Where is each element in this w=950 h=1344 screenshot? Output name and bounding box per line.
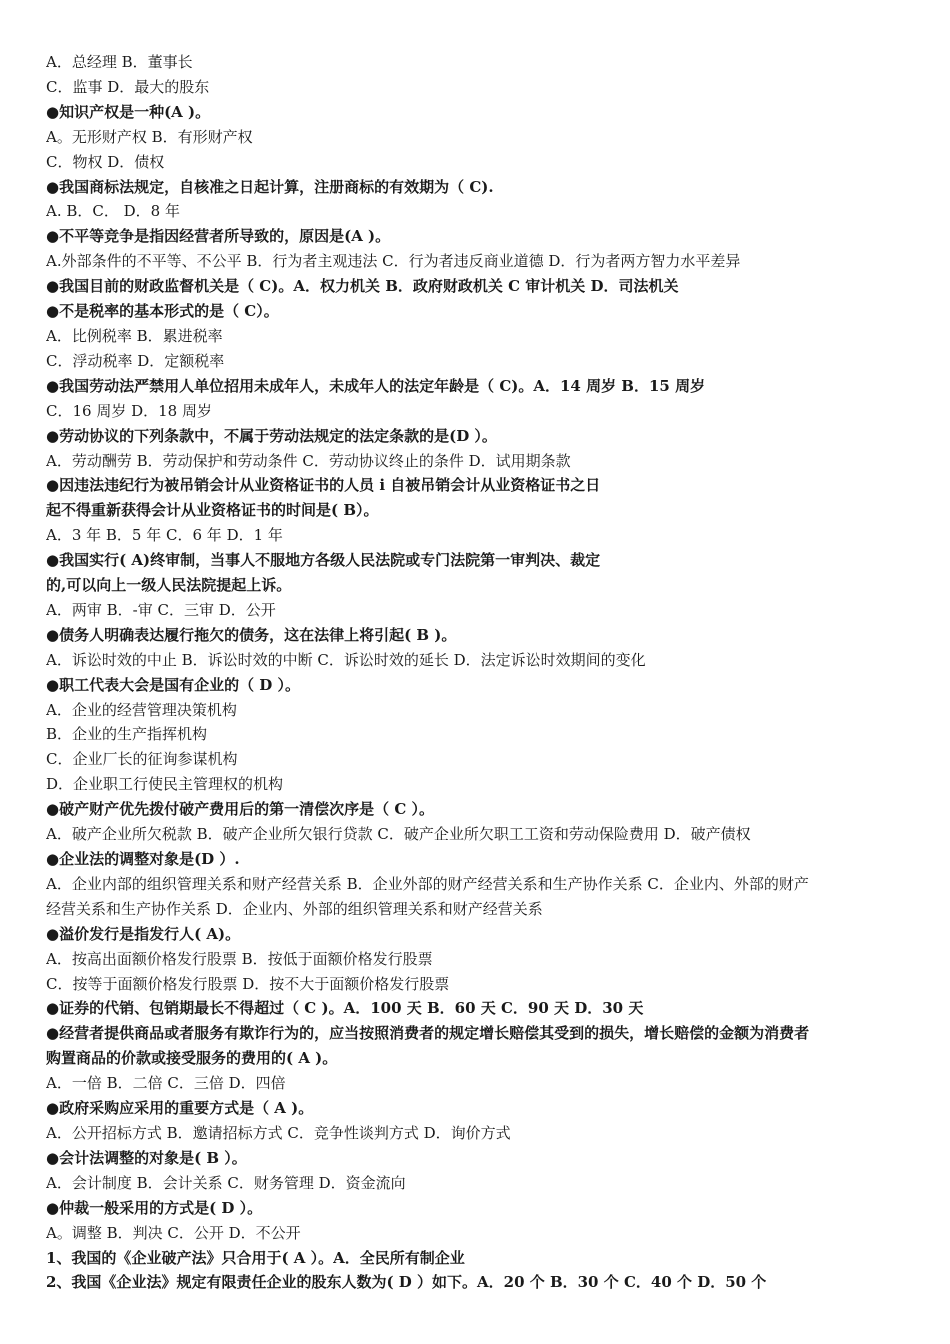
question-line: ●溢价发行是指发行人( A)。 — [46, 924, 241, 943]
question-line: ●政府采购应采用的重要方式是（ A )。 — [46, 1099, 314, 1118]
question-line: ●职工代表大会是国有企业的（ D ）。 — [46, 675, 301, 694]
question-line: ●我国目前的财政监督机关是（ C)。A．权力机关 B．政府财政机关 C 审计机关 D．司法机关 — [46, 277, 679, 296]
option-line: A．会计制度 B．会计关系 C．财务管理 D．资金流向 — [46, 1173, 406, 1192]
question-line: ●不平等竞争是指因经营者所导致的，原因是(A )。 — [46, 227, 391, 246]
option-line: C．监事 D．最大的股东 — [46, 77, 210, 96]
option-line: A．企业的经营管理决策机构 — [46, 700, 237, 719]
option-line: A．两审 B．-审 C．三审 D．公开 — [46, 600, 276, 619]
question-line: ●不是税率的基本形式的是（ C）。 — [46, 302, 279, 321]
question-line: ●经营者提供商品或者服务有欺诈行为的，应当按照消费者的规定增长赔偿其受到的损失，增长赔偿的金额为消费者 — [46, 1024, 810, 1043]
question-line: ●证券的代销、包销期最长不得超过（ C )。A．100 天 B．60 天 C．90 天 D．30 天 — [46, 999, 644, 1018]
question-line: 购置商品的价款或接受服务的费用的( A )。 — [46, 1049, 338, 1068]
question-line: ●仲裁一般采用的方式是( D ）。 — [46, 1198, 263, 1217]
option-line: A。无形财产权 B．有形财产权 — [46, 127, 253, 146]
question-line: ●因违法违纪行为被吊销会计从业资格证书的人员 i 自被吊销会计从业资格证书之日 — [46, 476, 601, 495]
option-line: A．一倍 B．二倍 C．三倍 D．四倍 — [46, 1074, 286, 1093]
option-line: A．诉讼时效的中止 B．诉讼时效的中断 C．诉讼时效的延长 D．法定诉讼时效期间的变化 — [46, 650, 646, 669]
question-line: ●破产财产优先拨付破产费用后的第一清偿次序是（ C ）。 — [46, 800, 434, 819]
question-line: ●我国劳动法严禁用人单位招用未成年人，未成年人的法定年龄是（ C)。A．14 周岁 B．15 周岁 — [46, 376, 706, 395]
question-line: ●我国商标法规定，自核准之日起计算，注册商标的有效期为（ C). — [46, 177, 494, 196]
option-line: A．公开招标方式 B．邀请招标方式 C．竞争性谈判方式 D．询价方式 — [46, 1123, 511, 1142]
option-line: C．浮动税率 D．定额税率 — [46, 351, 225, 370]
question-line: ●债务人明确表达履行拖欠的债务，这在法律上将引起( B )。 — [46, 625, 457, 644]
option-line: C．16 周岁 D．18 周岁 — [46, 401, 212, 420]
option-line: A.外部条件的不平等、不公平 B．行为者主观违法 C．行为者违反商业道德 D．行为者两方智力水平差异 — [46, 252, 741, 271]
option-line: A．按高出面额价格发行股票 B．按低于面额价格发行股票 — [46, 949, 433, 968]
option-line: A．企业内部的组织管理关系和财产经营关系 B．企业外部的财产经营关系和生产协作关系 C．企业内、外部的财产 — [46, 874, 809, 893]
option-line: A．比例税率 B．累进税率 — [46, 326, 223, 345]
option-line: A．破产企业所欠税款 B．破产企业所欠银行贷款 C．破产企业所欠职工工资和劳动保险费用 D．破产债权 — [46, 825, 751, 844]
question-line: 1、我国的《企业破产法》只合用于( A ）。A．全民所有制企业 — [46, 1248, 465, 1267]
question-line: ●劳动协议的下列条款中，不属于劳动法规定的法定条款的是(D ）。 — [46, 426, 497, 445]
option-line: C．企业厂长的征询参谋机构 — [46, 750, 238, 769]
option-line: A．总经理 B．董事长 — [46, 53, 193, 71]
question-line: ●知识产权是一种(A )。 — [46, 102, 211, 121]
option-line: A. B．C． D．8 年 — [46, 202, 180, 221]
question-line: ●企业法的调整对象是(D ）. — [46, 850, 240, 868]
option-line: A．3 年 B．5 年 C．6 年 D．1 年 — [46, 526, 283, 545]
option-line: A。调整 B．判决 C．公开 D．不公开 — [46, 1223, 301, 1242]
question-line: ●我国实行( A)终审制，当事人不服地方各级人民法院或专门法院第一审判决、裁定 — [46, 551, 601, 570]
option-line: C．按等于面额价格发行股票 D．按不大于面额价格发行股票 — [46, 974, 450, 993]
option-line: 经营关系和生产协作关系 D．企业内、外部的组织管理关系和财产经营关系 — [46, 899, 543, 918]
question-line: 的,可以向上一级人民法院提起上诉。 — [46, 576, 292, 595]
option-line: D．企业职工行使民主管理权的机构 — [46, 775, 284, 794]
option-line: A．劳动酬劳 B．劳动保护和劳动条件 C．劳动协议终止的条件 D．试用期条款 — [46, 451, 571, 470]
question-line: 起不得重新获得会计从业资格证书的时间是( B）。 — [46, 501, 379, 520]
question-line: 2、我国《企业法》规定有限责任企业的股东人数为( D ）如下。A．20 个 B．30 个 C．40 个 D．50 个 — [46, 1273, 767, 1292]
question-line: ●会计法调整的对象是( B ）。 — [46, 1148, 247, 1167]
option-line: C．物权 D．债权 — [46, 152, 165, 171]
option-line: B．企业的生产指挥机构 — [46, 725, 208, 744]
